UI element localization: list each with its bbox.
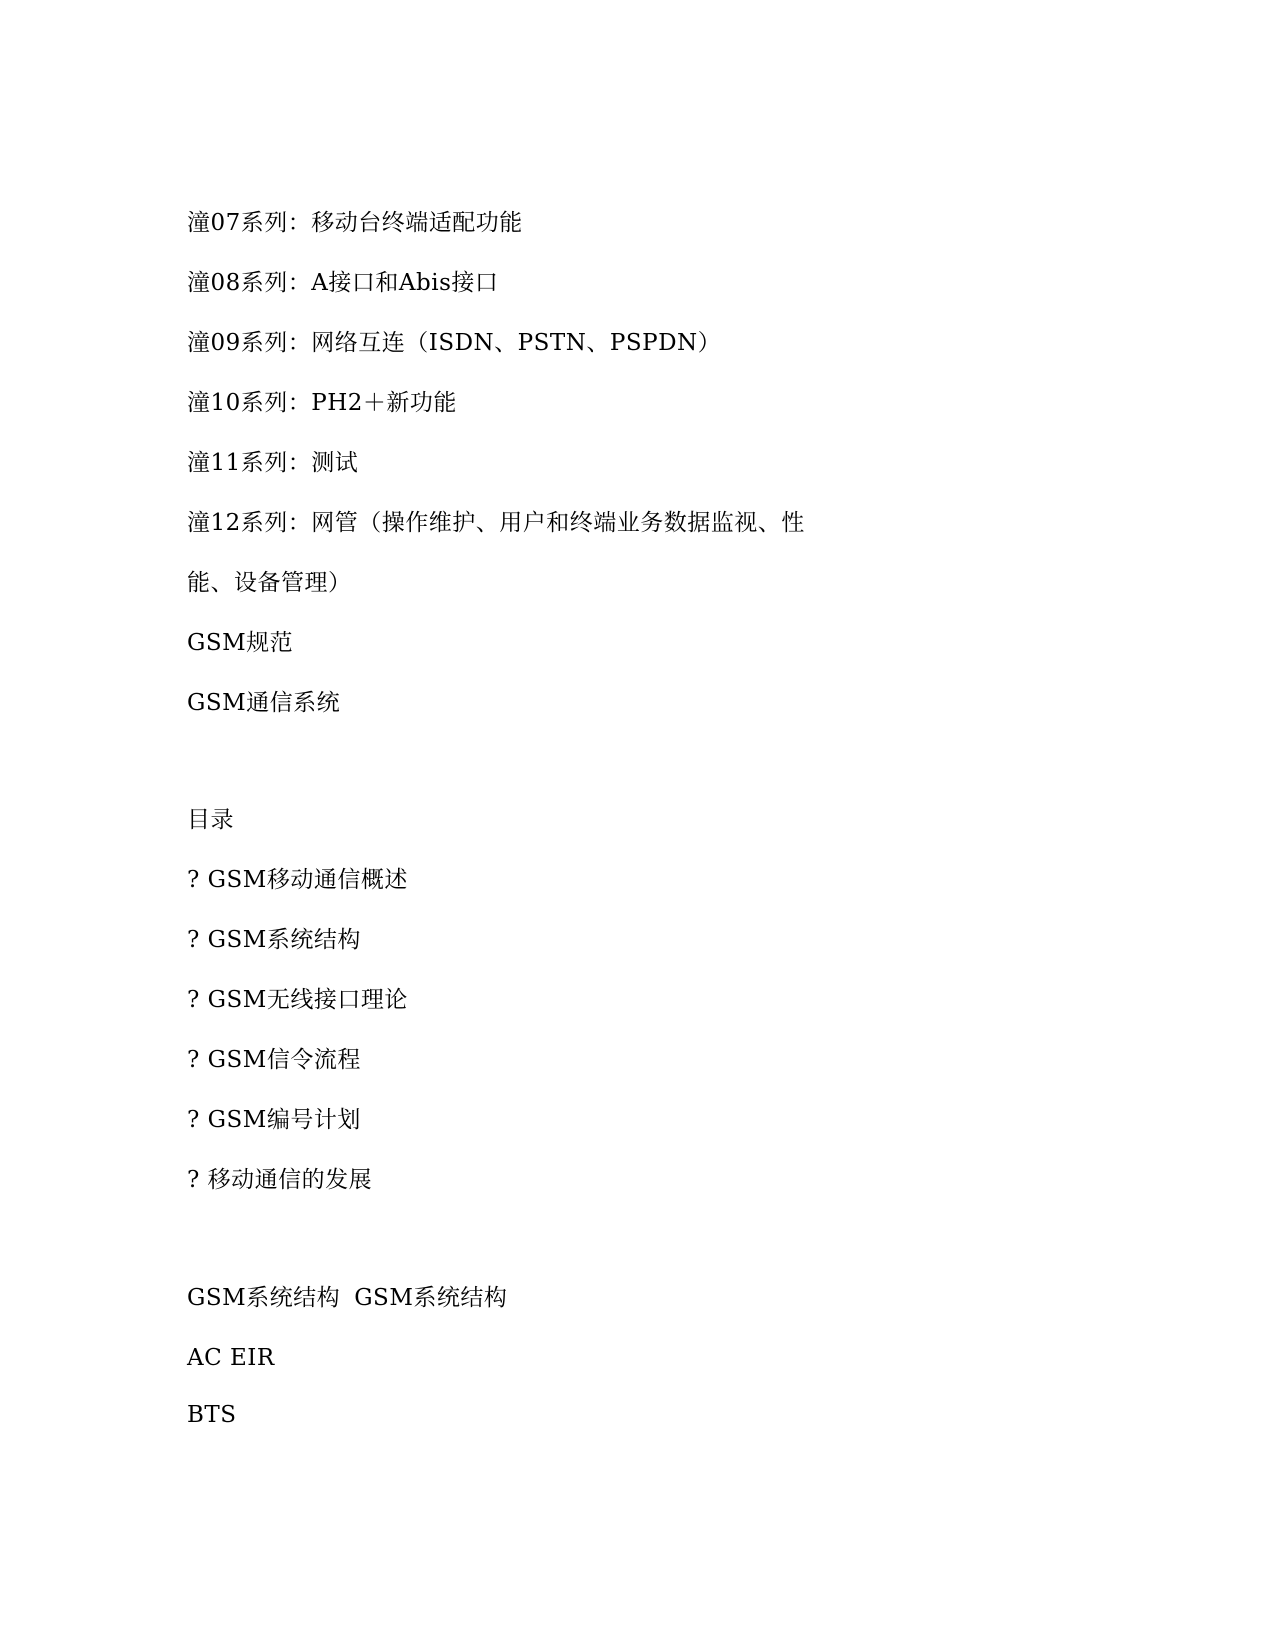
series-12-line: 潼12系列：网管（操作维护、用户和终端业务数据监视、性 — [187, 510, 805, 536]
structure-line-bts: BTS — [187, 1402, 237, 1428]
series-07-line: 潼07系列：移动台终端适配功能 — [187, 210, 523, 236]
toc-item: ? GSM无线接口理论 — [187, 987, 408, 1013]
structure-heading-right: GSM系统结构 — [354, 1285, 508, 1311]
gsm-system-line: GSM通信系统 — [187, 690, 341, 716]
series-11-line: 潼11系列：测试 — [187, 450, 359, 476]
toc-item: ? GSM系统结构 — [187, 927, 361, 953]
structure-line-ac-eir: AC EIR — [187, 1345, 275, 1371]
toc-item: ? 移动通信的发展 — [187, 1167, 373, 1193]
toc-item: ? GSM信令流程 — [187, 1047, 361, 1073]
series-12-line-continued: 能、设备管理） — [187, 570, 352, 596]
structure-heading-line — [187, 1283, 507, 1313]
toc-item: ? GSM移动通信概述 — [187, 867, 408, 893]
gsm-spec-line: GSM规范 — [187, 630, 294, 656]
series-09-line: 潼09系列：网络互连（ISDN、PSTN、PSPDN） — [187, 330, 722, 356]
series-10-line: 潼10系列：PH2＋新功能 — [187, 390, 457, 416]
series-08-line: 潼08系列：A接口和Abis接口 — [187, 270, 499, 296]
toc-item: ? GSM编号计划 — [187, 1107, 361, 1133]
toc-title: 目录 — [187, 807, 234, 833]
structure-heading-left: GSM系统结构 — [187, 1285, 341, 1311]
